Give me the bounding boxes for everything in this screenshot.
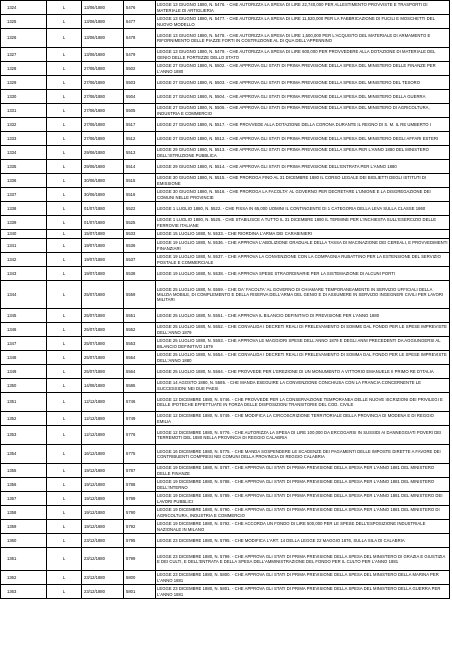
table-row [1, 281, 450, 309]
record-description: LEGGE 15 LUGLIO 1880, N. 5533. - CHE RIORDINA L'ARMA DEI CARABINIERI [156, 230, 450, 239]
record-date: 23/12/1880 [82, 534, 124, 548]
record-date: 13/06/1880 [82, 48, 124, 62]
record-number: 1361 [1, 548, 47, 571]
record-type: L [47, 492, 82, 506]
record-code: 5533 [124, 230, 156, 239]
record-type: L [47, 520, 82, 534]
record-date: 27/06/1880 [82, 132, 124, 146]
record-date: 13/06/1880 [82, 29, 124, 48]
record-date: 25/07/1880 [82, 365, 124, 379]
record-code: 5554 [124, 351, 156, 365]
record-date: 25/07/1880 [82, 309, 124, 323]
table-row [1, 202, 450, 216]
record-type: L [47, 62, 82, 76]
record-description: LEGGE 29 GIUGNO 1880, N. 5513. - CHE APPROVA GLI STATI DI PRIMA PREVISIONE DELLA SPESA PER L'ANNO 1880 DEL MINISTERO DELL'ISTRUZIONE PUBBLICA [156, 146, 450, 160]
record-code: 5515 [124, 174, 156, 188]
record-type: L [47, 445, 82, 464]
record-date: 23/12/1880 [82, 585, 124, 599]
record-type: L [47, 464, 82, 478]
laws-table-body [1, 1, 450, 599]
record-number: 1343 [1, 267, 47, 281]
record-number: 1326 [1, 29, 47, 48]
table-row [1, 445, 450, 464]
record-date: 19/12/1880 [82, 492, 124, 506]
record-date: 25/07/1880 [82, 351, 124, 365]
table-row [1, 118, 450, 132]
record-type: L [47, 548, 82, 571]
record-description: LEGGE 25 LUGLIO 1880, N. 5559. - CHE DA' FACOLTA' AL GOVERNO DI CHIAMARE TEMPORANEAMENTE IN SERVIZIO UFFICIALI DELLA MILIZIA MOBILE, DI COMPLEMENTO E DELLA RISERVA DELL'ARMA DEL GENIO E DI ASSUMERE IN SERVIZIO INGEGNERI CIVILI PER LAVORI MILITARI [156, 281, 450, 309]
record-code: 5477 [124, 15, 156, 29]
record-number: 1328 [1, 62, 47, 76]
record-description: LEGGE 27 GIUGNO 1880, N. 5504. - CHE APPROVA GLI STATI DI PRIMA PREVISIONE DELLA SPESA DEL MINISTERO DELLA GUERRA [156, 90, 450, 104]
record-code: 5502 [124, 62, 156, 76]
table-row [1, 492, 450, 506]
record-date: 27/06/1880 [82, 62, 124, 76]
record-code: 5795 [124, 534, 156, 548]
record-description: LEGGE 23 DICEMBRE 1880, N. 5801. - CHE APPROVA GLI STATI DI PRIMA PREVISIONE DELLA SPESA DEL MINISTERO DELLA GUERRA PER L'ANNO 1881 [156, 585, 450, 599]
record-type: L [47, 365, 82, 379]
record-description: LEGGE 19 DICEMBRE 1880, N. 5792. - CHE ACCORDA UN FONDO DI LIRE 500,000 PER LE SPESE DELL'ESPOSIZIONE INDUSTRIALE NAZIONALE IN MILANO [156, 520, 450, 534]
record-number: 1352 [1, 412, 47, 426]
table-row [1, 239, 450, 253]
record-type: L [47, 160, 82, 174]
record-number: 1330 [1, 90, 47, 104]
record-description: LEGGE 27 GIUGNO 1880, N. 5512. - CHE APPROVA GLI STATI DI PRIMA PREVISIONE DELLA SPESA DEL MINISTERO DEGLI AFFARI ESTERI [156, 132, 450, 146]
record-description: LEGGE 25 LUGLIO 1880, N. 5552. - CHE CONVALIDA I DECRETI REALI DI PRELEVAMENTO DI SOMME DAL FONDO PER LE SPESE IMPREVISTE DELL'ANNO 1879 [156, 323, 450, 337]
record-code: 5479 [124, 48, 156, 62]
record-date: 19/12/1880 [82, 478, 124, 492]
record-description: LEGGE 29 GIUGNO 1880, N. 5514. - CHE APPROVA GLI STATI DI PRIMA PREVISIONE DELL'ENTRATA PER L'ANNO 1880 [156, 160, 450, 174]
record-number: 1360 [1, 534, 47, 548]
record-number: 1344 [1, 281, 47, 309]
record-code: 5792 [124, 520, 156, 534]
record-description: LEGGE 27 GIUGNO 1880, N. 5505. - CHE APPROVA GLI STATI DI PRIMA PREVISIONE DELLA SPESA DEL MINISTERO DI AGRICOLTURA, INDUSTRIA E COMMERCIO [156, 104, 450, 118]
record-number: 1336 [1, 174, 47, 188]
record-date: 27/06/1880 [82, 118, 124, 132]
record-code: 5538 [124, 267, 156, 281]
record-number: 1347 [1, 337, 47, 351]
record-code: 5559 [124, 281, 156, 309]
record-code: 5522 [124, 202, 156, 216]
table-row [1, 351, 450, 365]
record-number: 1351 [1, 393, 47, 412]
record-description: LEGGE 16 DICEMBRE 1880, N. 5775. - CHE MANDA SOSPENDERE LE SCADENZE DEI PAGAMENTI DELLE IMPOSTE DIRETTE A FAVORE DEI CONTRIBUENTI COMPRESI NEI COMUNI DELLA PROVINCIA DI REGGIO CALABRIA [156, 445, 450, 464]
record-description: LEGGE 1 LUGLIO 1880, N. 5522. - CHE FISSA IN 65,000 UOMINI IL CONTINGENTE DI 1 CATEGORIA DELLA LEVA SULLA CLASSE 1860 [156, 202, 450, 216]
record-description: LEGGE 13 GIUGNO 1880, N. 5477. - CHE AUTORIZZA LA SPESA DI LIRE 11,520,000 PER LA FABBRICAZIONE DI FUCILI E MOSCHETTI DEL NUOVO MODELLO [156, 15, 450, 29]
record-type: L [47, 585, 82, 599]
table-row [1, 464, 450, 478]
record-date: 16/12/1880 [82, 445, 124, 464]
table-row [1, 548, 450, 571]
record-number: 1358 [1, 506, 47, 520]
record-description: LEGGE 19 LUGLIO 1880, N. 5536. - CHE APPROVA L'ABOLIZIONE GRADUALE DELLA TASSA DI MACINAZIONE DEI CEREALI, E PROVVEDIMENTI FINANZIARI [157, 240, 448, 251]
table-row [1, 379, 450, 393]
record-description: LEGGE 12 DICEMBRE 1880, N. 5749. - CHE MODIFICA LA CIRCOSCRIZIONE TERRITORIALE DELLA PROVINCIA DI MODENA E DI REGGIO EMILIA [156, 412, 450, 426]
record-number: 1346 [1, 323, 47, 337]
record-type: L [47, 323, 82, 337]
record-number: 1334 [1, 146, 47, 160]
record-date: 12/12/1880 [82, 412, 124, 426]
record-description: LEGGE 13 GIUGNO 1880, N. 5479. - CHE AUTORIZZA LA SPESA DI LIRE 600,000 PER PROVVEDERE ALLA DOTAZIONE DI MATERIALE DEL GENIO DELLE FORTEZZE DELLO STATO [156, 48, 450, 62]
record-description: LEGGE 30 GIUGNO 1880, N. 5515. - CHE PROROGA FINO AL 31 DICEMBRE 1880 IL CORSO LEGALE DEI BIGLIETTI DEGLI ISTITUTI DI EMISSIONE [156, 174, 450, 188]
record-number: 1356 [1, 478, 47, 492]
record-code: 5552 [124, 323, 156, 337]
record-description: LEGGE 13 GIUGNO 1880, N. 5476. - CHE AUTORIZZA LA SPESA DI LIRE 22,740,000 PER ALLESTIMENTO PROVVISTE E TRASPORTI DI MATERIALE DI ARTIGLIERIA [156, 1, 450, 15]
record-date: 01/07/1880 [82, 216, 124, 230]
record-code: 5799 [124, 548, 156, 571]
record-number: 1337 [1, 188, 47, 202]
record-code: 5505 [124, 104, 156, 118]
table-row [1, 76, 450, 90]
record-date: 13/06/1880 [82, 1, 124, 15]
record-number: 1353 [1, 426, 47, 445]
record-number: 1340 [1, 230, 47, 239]
record-description: LEGGE 14 AGOSTO 1880, N. 5585. - CHE MANDA ESEGUIRE LA CONVENZIONE CONCHIUSA CON LA FRANCIA CONCERNENTE LE SUCCESSIONI NEI DUE PAESI [156, 379, 450, 393]
record-date: 27/06/1880 [82, 104, 124, 118]
record-description: LEGGE 19 DICEMBRE 1880, N. 5789. - CHE APPROVA GLI STATI DI PRIMA PREVISIONE DELLA SPESA PER L'ANNO 1881 DEL MINISTERO DEI LAVORI PUBBLICI [156, 492, 450, 506]
record-code: 5514 [124, 160, 156, 174]
record-number: 1329 [1, 76, 47, 90]
record-type: L [47, 188, 82, 202]
record-description: LEGGE 19 LUGLIO 1880, N. 5538. - CHE APPROVA SPESE STRAORDINARIE PER LA SISTEMAZIONE DI ALCUNI PORTI [156, 267, 450, 281]
record-date: 27/06/1880 [82, 90, 124, 104]
table-row [1, 337, 450, 351]
record-number: 1338 [1, 202, 47, 216]
record-code: 5776 [124, 426, 156, 445]
record-type: L [47, 230, 82, 239]
record-type: L [47, 309, 82, 323]
table-row [1, 365, 450, 379]
record-description: LEGGE 1 LUGLIO 1880, N. 5525. - CHE STABILISCE A TUTTO IL 31 DICEMBRE 1880 IL TERMINE PER L'INCHIESTA SULL'ESERCIZIO DELLE FERROVIE ITALIANE [156, 216, 450, 230]
record-code: 5551 [124, 309, 156, 323]
record-type: L [47, 426, 82, 445]
record-description: LEGGE 23 DICEMBRE 1880, N. 5800. - CHE APPROVA GLI STATI DI PRIMA PREVISIONE DELLA SPESA DEL MINISTERO DELLA MARINA PER L'ANNO 1881 [156, 571, 450, 585]
record-description: LEGGE 25 LUGLIO 1880, N. 5553. - CHE APPROVA LE MAGGIORI SPESE DELL'ANNO 1879 E DEGLI ANNI PRECEDENTI DA AGGIUNGERSI AL BILANCIO DEFINITIVO 1879 [156, 337, 450, 351]
record-date: 19/12/1880 [82, 506, 124, 520]
table-row [1, 426, 450, 445]
record-code: 5585 [124, 379, 156, 393]
record-number: 1349 [1, 365, 47, 379]
table-row [1, 478, 450, 492]
record-type: L [47, 337, 82, 351]
table-row [1, 412, 450, 426]
record-code: 5788 [124, 478, 156, 492]
record-code: 5787 [124, 464, 156, 478]
record-date: 19/07/1880 [82, 267, 124, 281]
record-date: 19/07/1880 [82, 239, 124, 253]
record-type: L [47, 48, 82, 62]
record-description: LEGGE 19 LUGLIO 1880, N. 5537. - CHE APPROVA LA CONVENZIONE CON LA COMPAGNIA RUBATTINO PER LA ESTENSIONE DEL SERVIZIO POSTALE E COMMERCIALE [156, 253, 450, 267]
record-number: 1325 [1, 15, 47, 29]
record-code: 5504 [124, 90, 156, 104]
record-code: 5537 [124, 253, 156, 267]
record-type: L [47, 478, 82, 492]
record-number: 1339 [1, 216, 47, 230]
record-type: L [47, 174, 82, 188]
record-code: 5789 [124, 492, 156, 506]
record-date: 12/12/1880 [82, 393, 124, 412]
table-row [1, 174, 450, 188]
record-description: LEGGE 13 GIUGNO 1880, N. 5478. - CHE AUTORIZZA LA SPESA DI LIRE 1,500,000 PER L'ACQUISTO DEL MATERIALE DI ARMAMENTO E RIFORNIMENTO DELLE PIAZZE FORTI IN COSTRUZIONE AL DI QUA DELL'APPENNINO [156, 29, 450, 48]
record-type: L [47, 132, 82, 146]
record-date: 19/12/1880 [82, 464, 124, 478]
record-description: LEGGE 12 DICEMBRE 1880, N. 5776. - CHE AUTORIZZA LA SPESA DI LIRE 100,000 DA ERCOGARSI IN SUSSIDI AI DANNEGGIATI POVERI DEI TERREMOTI DEL 1880 NELLA PROVINCIA DI REGGIO CALABRIA [156, 426, 450, 445]
record-type: L [47, 281, 82, 309]
record-date: 25/07/1880 [82, 281, 124, 309]
record-description: LEGGE 27 GIUGNO 1880, N. 5502. - CHE APPROVA GLI STATI DI PRIMA PREVISIONE DELLA SPESA DEL MINISTERO DELLE FINANZE PER L'ANNO 1880 [156, 62, 450, 76]
record-date: 13/06/1880 [82, 15, 124, 29]
record-number: 1362 [1, 571, 47, 585]
table-row [1, 520, 450, 534]
record-code: 5536 [124, 239, 156, 253]
record-date: 14/08/1880 [82, 379, 124, 393]
table-row [1, 534, 450, 548]
table-row [1, 104, 450, 118]
record-type: L [47, 351, 82, 365]
table-row [1, 393, 450, 412]
table-row [1, 188, 450, 202]
record-code: 5503 [124, 76, 156, 90]
table-row [1, 230, 450, 239]
record-description: LEGGE 23 DICEMBRE 1880, N. 5795. - CHE MODIFICA L'ART. 14 DELLA LEGGE 22 MAGGIO 1876, SULLA SILA DI CALABRIA [156, 534, 450, 548]
table-row [1, 506, 450, 520]
record-code: 5749 [124, 412, 156, 426]
table-row [1, 309, 450, 323]
record-date: 15/07/1880 [82, 230, 124, 239]
record-number: 1355 [1, 464, 47, 478]
record-code: 5801 [124, 585, 156, 599]
record-type: L [47, 267, 82, 281]
record-date: 29/06/1880 [82, 146, 124, 160]
record-code: 5553 [124, 337, 156, 351]
record-type: L [47, 146, 82, 160]
record-type: L [47, 534, 82, 548]
record-description: LEGGE 25 LUGLIO 1880, N. 5554. - CHE CONVALIDA I DECRETI REALI DI PRELEVAMENTO DI SOMMA DAL FONDO PER LE SPESE IMPREVISTE DELL'ANNO 1880 [156, 351, 450, 365]
record-description: LEGGE 19 DICEMBRE 1880, N. 5787. - CHE APPROVA GLI STATI DI PRIMA PREVISIONE DELLA SPESA PER L'ANNO 1881 DEL MINISTERO DELLE FINANZE [156, 464, 450, 478]
record-number: 1332 [1, 118, 47, 132]
record-date: 01/07/1880 [82, 202, 124, 216]
record-number: 1363 [1, 585, 47, 599]
table-row [1, 571, 450, 585]
table-row [1, 62, 450, 76]
record-code: 5564 [124, 365, 156, 379]
record-code: 5476 [124, 1, 156, 15]
record-code: 5746 [124, 393, 156, 412]
table-row [1, 90, 450, 104]
table-row [1, 146, 450, 160]
record-type: L [47, 104, 82, 118]
record-description: LEGGE 23 DICEMBRE 1880, N. 5799. - CHE APPROVA GLI STATI DI PRIMA PREVISIONE DELLA SPESA DEL MINISTERO DI GRAZIA E GIUSTIZIA E DEI CULTI, E DELL'ENTRATA E DELLA SPESA DELL'AMMINISTRAZIONE DEL FONDO PER IL CULTO PER L'ANNO 1881 [156, 548, 450, 571]
record-description: LEGGE 12 DICEMBRE 1880, N. 5746. - CHE PROVVEDE PER LA CONSERVAZIONE TEMPORANEA DELLE NUOVE ISCRIZIONI DEI PRIVILEGI E DELLE IPOTECHE EFFETTUATE IN FORZA DELLE DISPOSIZIONI TRANSITORIE DEL COD. CIVILE [156, 393, 450, 412]
record-code: 5517 [124, 118, 156, 132]
record-date: 23/12/1880 [82, 548, 124, 571]
record-code: 5512 [124, 132, 156, 146]
record-type: L [47, 253, 82, 267]
record-description: LEGGE 30 GIUGNO 1880, N. 5516. - CHE PROROGA LA FACOLTA' AL GOVERNO PER DECRETARE L'UNIONE E LA DISGREGAZIONE DEI COMUNI NELLE PROVINCIE [156, 188, 450, 202]
table-row [1, 253, 450, 267]
record-type: L [47, 15, 82, 29]
record-description: LEGGE 19 DICEMBRE 1880, N. 5790. - CHE APPROVA GLI STATI DI PRIMA PREVISIONE DELLA SPESA PER L'ANNO 1881 DEL MINISTERO DI AGRICOLTURA, INDUSTRIA E COMMERCIO [156, 506, 450, 520]
record-type: L [47, 216, 82, 230]
record-description: LEGGE 19 DICEMBRE 1880, N. 5788. - CHE APPROVA GLI STATI DI PRIMA PREVISIONE DELLA SPESA PER L'ANNO 1881 DEL MINISTERO DELL'INTERNO [156, 478, 450, 492]
record-code: 5516 [124, 188, 156, 202]
table-row [1, 48, 450, 62]
record-code: 5478 [124, 29, 156, 48]
record-description: LEGGE 25 LUGLIO 1880, N. 5564. - CHE PROVVEDE PER L'EREZIONE DI UN MONUMENTO A VITTORIO EMANUELE II PRIMO RE D'ITALIA [156, 365, 450, 379]
record-type: L [47, 90, 82, 104]
record-code: 5790 [124, 506, 156, 520]
record-date: 25/07/1880 [82, 323, 124, 337]
table-row [1, 29, 450, 48]
record-code: 5525 [124, 216, 156, 230]
record-code: 5513 [124, 146, 156, 160]
record-description: LEGGE 27 GIUGNO 1880, N. 5517. - CHE PROVVEDE ALLA DOTAZIONE DELLA CORONA DURANTE IL REGNO DI S. M. IL RE UMBERTO I [156, 118, 450, 132]
record-type: L [47, 76, 82, 90]
record-date: 30/06/1880 [82, 188, 124, 202]
record-type: L [47, 202, 82, 216]
record-date: 19/07/1880 [82, 253, 124, 267]
table-row [1, 267, 450, 281]
record-date: 27/06/1880 [82, 76, 124, 90]
record-type: L [47, 1, 82, 15]
record-number: 1327 [1, 48, 47, 62]
record-date: 29/06/1880 [82, 160, 124, 174]
record-code: 5775 [124, 445, 156, 464]
record-description: LEGGE 27 GIUGNO 1880, N. 5503. - CHE APPROVA GLI STATI DI PRIMA PREVISIONE DELLA SPESA DEL MINISTERO DEL TESORO [156, 76, 450, 90]
table-row [1, 1, 450, 15]
record-number: 1345 [1, 309, 47, 323]
record-number: 1331 [1, 104, 47, 118]
record-code: 5800 [124, 571, 156, 585]
table-row [1, 216, 450, 230]
record-number: 1348 [1, 351, 47, 365]
record-date: 12/12/1880 [82, 426, 124, 445]
record-type: L [47, 571, 82, 585]
table-row [1, 160, 450, 174]
record-type: L [47, 239, 82, 253]
table-row [1, 15, 450, 29]
record-date: 23/12/1880 [82, 571, 124, 585]
record-number: 1342 [1, 253, 47, 267]
record-type: L [47, 118, 82, 132]
table-row [1, 585, 450, 599]
record-number: 1324 [1, 1, 47, 15]
record-date: 30/06/1880 [82, 174, 124, 188]
record-number: 1354 [1, 445, 47, 464]
record-description: LEGGE 25 LUGLIO 1880, N. 5551. - CHE APPROVA IL BILANCIO DEFINITIVO DI PREVISIONE PER L'ANNO 1880 [156, 309, 450, 323]
record-type: L [47, 379, 82, 393]
record-type: L [47, 393, 82, 412]
record-number: 1335 [1, 160, 47, 174]
record-type: L [47, 412, 82, 426]
record-type: L [47, 29, 82, 48]
table-row [1, 323, 450, 337]
record-number: 1359 [1, 520, 47, 534]
record-number: 1341 [1, 239, 47, 253]
record-number: 1333 [1, 132, 47, 146]
record-date: 25/07/1880 [82, 337, 124, 351]
record-number: 1357 [1, 492, 47, 506]
record-type: L [47, 506, 82, 520]
table-row [1, 132, 450, 146]
record-number: 1350 [1, 379, 47, 393]
record-date: 19/12/1880 [82, 520, 124, 534]
